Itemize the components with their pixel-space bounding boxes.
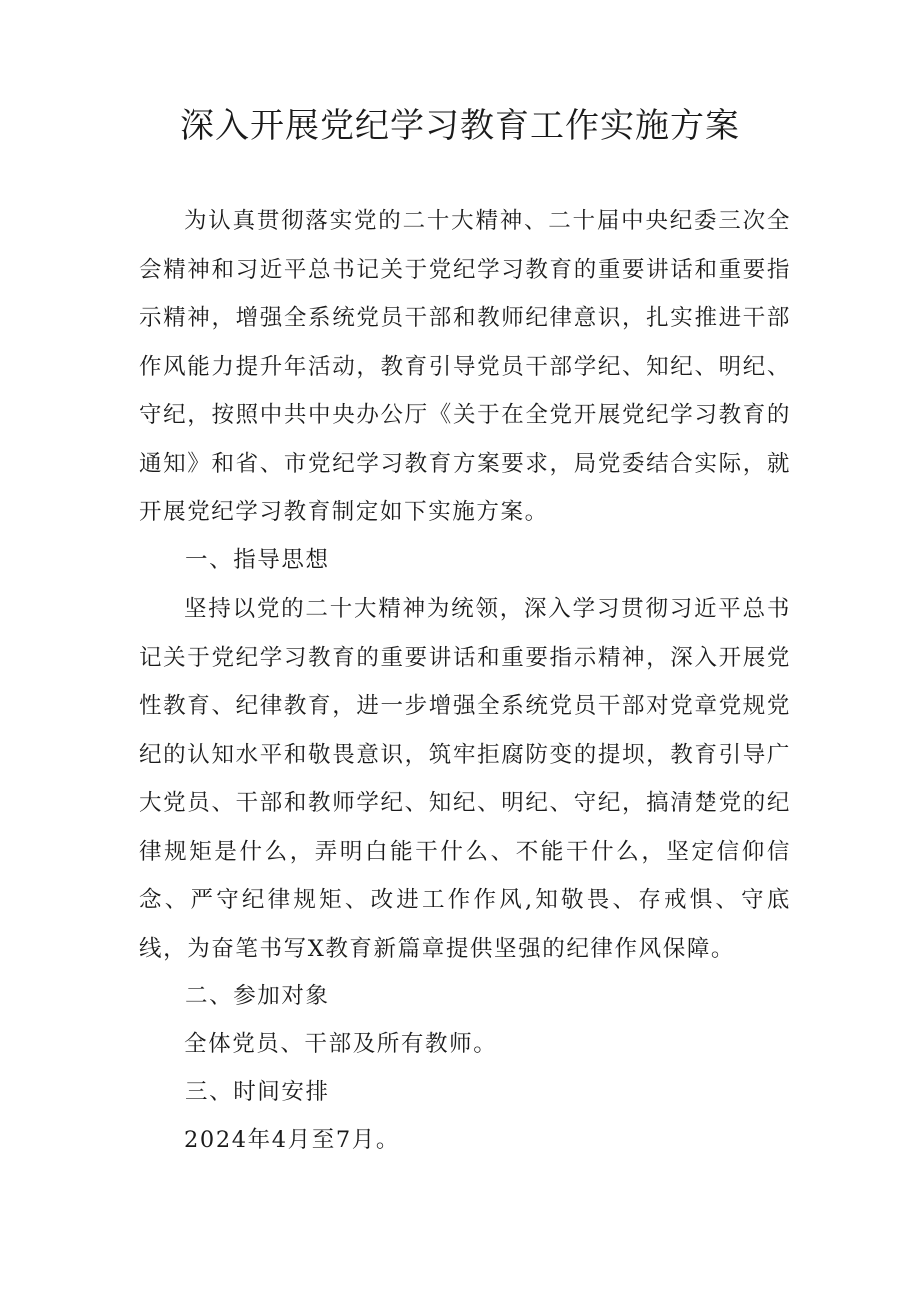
section-heading-guiding-ideology: 一、指导思想: [185, 547, 330, 573]
section-body-guiding-ideology: 坚持以党的二十大精神为统领，深入学习贯彻习近平总书记关于党纪学习教育的重要讲话和重要指示精神，深入开展党性教育、纪律教育，进一步增强全系统党员干部对党章党规党纪的认知水平和敬畏意识，筑牢拒腐防变的提坝，教育引导广大党员、干部和教师学纪、知纪、明纪、守纪，搞清楚党的纪律规矩是什么，弄明白能干什么、不能干什么，坚定信仰信念、严守纪律规矩、改进工作作风,知敬畏、存戒惧、守底线，为奋笔书写X教育新篇章提供坚强的纪律作风保障。: [139, 596, 791, 962]
intro-paragraph: 为认真贯彻落实党的二十大精神、二十届中央纪委三次全会精神和习近平总书记关于党纪学习教育的重要讲话和重要指示精神，增强全系统党员干部和教师纪律意识，扎实推进干部作风能力提升年活动，教育引导党员干部学纪、知纪、明纪、守纪，按照中共中央办公厅《关于在全党开展党纪学习教育的通知》和省、市党纪学习教育方案要求，局党委结合实际，就开展党纪学习教育制定如下实施方案。: [139, 208, 791, 525]
section-heading-schedule: 三、时间安排: [185, 1079, 330, 1105]
section-body-schedule: 2024年4月至7月。: [184, 1127, 400, 1153]
section-body-participants: 全体党员、干部及所有教师。: [184, 1031, 498, 1057]
document-title: 深入开展党纪学习教育工作实施方案: [180, 106, 740, 146]
section-heading-participants: 二、参加对象: [185, 983, 330, 1009]
